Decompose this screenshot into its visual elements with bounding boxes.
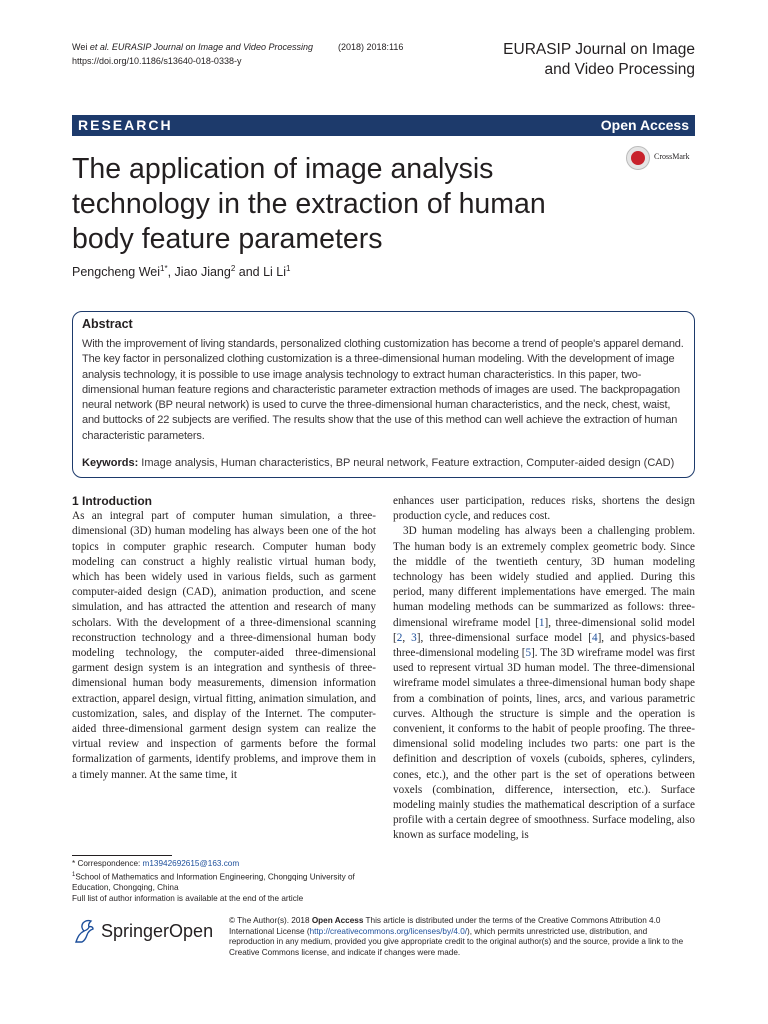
citation-link[interactable]: 2 [396,631,403,644]
citation-link[interactable]: 3 [411,631,417,644]
springer-horse-icon [72,918,96,944]
citation-link[interactable]: 4 [591,631,598,644]
open-access-label: Open Access [600,117,689,133]
article-type-banner [72,115,695,136]
keywords-line [82,456,687,471]
abstract-box [72,311,695,478]
citation-link[interactable]: 5 [525,647,532,660]
author-affiliation-sup: 2 [230,264,236,273]
paragraph-text: ], three-dimensional surface model [ [416,631,592,644]
author-info-note: Full list of author information is available at the end of the article [72,894,304,904]
open-wordmark-text: Open [169,921,214,941]
license-url-link[interactable]: http://creativecommons.org/licenses/by/4.0/ [309,926,468,936]
author-affiliation-sup: 1* [160,264,168,273]
author-separator: , [167,265,175,280]
paragraph-text: ], and physics-based three-dimensional modeling [ [393,631,696,660]
license-text: This article is distributed under the terms of the Creative Commons Attribution 4.0 International License ( [229,916,661,936]
affiliation-line [72,870,382,894]
body-column-left [72,494,376,783]
body-paragraph: enhances user participation, reduces risks, shortens the design production cycle, and reduces cost. [393,495,695,523]
body-column-right [393,494,695,844]
doi-link[interactable]: https://doi.org/10.1186/s13640-018-0338-y [72,56,242,66]
abstract-text: With the improvement of living standards, personalized clothing customization has become a trend of people's apparel demand. The key factor in personalized clothing customization is a three-dimensional human modeling. With the development of image analysis technology, it is possible to use image analysis technology to extract human characteristics. In this paper, two-dimensional human feature regions and characteristic parameter extraction methods of images are used. The backpropagation neural network (BP neural network) is used to curve the three-dimensional human characteristics, and the neck, chest, waist, and buttocks of 22 subjects are verified. The results show that the use of this method can well achieve the extraction of human characteristic parameters. [82,338,684,442]
paragraph-text: ]. The 3D wireframe model was first used to represent virtual 3D human model. The three-dimensional wireframe model simulates a three-dimensional human body shape from a combination of points, lines, arcs, and various parametric curves. Although the structure is simple and the operation is convenient, it conforms to the habit of people proofing. The three-dimensional solid modeling includes two parts: one part is the definition and description of voxels (cuboids, spheres, cylinders, cones, etc.), and the other part is the set of operations between voxels (combination, difference, intersection, etc.). Surface modeling mainly studies the mathematical description of a surface profile with a certain degree of smoothness. Surface modeling, also known as surface modeling, is [393,647,695,842]
author-name[interactable]: Li Li [263,265,287,280]
citation-authors: Wei [72,42,90,52]
correspondence-email-link[interactable]: m13942692615@163.com [142,859,240,868]
license-text: © The Author(s). 2018 [229,916,312,925]
paragraph-text: 3D human modeling has always been a challenging problem. The human body is an extremely complex geometric body. Since the middle of the twentieth century, 3D human modeling technology has been widely studied and applied. During this period, many different implementations have emerged. The main human modeling methods can be summarized as follows: three-dimensional wireframe model [ [393,525,695,629]
correspondence-label: * Correspondence: [72,859,143,868]
keywords-label: Keywords: [82,457,139,469]
citation-journal: et al. EURASIP Journal on Image and Video Processing [89,42,313,52]
crossmark-badge[interactable] [626,146,706,174]
running-header [72,40,452,68]
author-list [72,264,291,279]
crossmark-icon [626,146,650,170]
body-paragraph [393,524,695,843]
author-name[interactable]: Jiao Jiang [174,265,231,280]
footnote-divider [72,855,172,856]
author-affiliation-sup: 1 [286,264,291,273]
springer-open-logo[interactable] [72,918,222,948]
license-open-access: Open Access [311,916,364,925]
affiliation-text: School of Mathematics and Information Engineering, Chongqing University of Education, Chongqing, China [72,872,355,893]
journal-name [465,40,695,80]
springer-wordmark-text: Springer [101,921,170,941]
paragraph-text: ], three-dimensional solid model [ [393,616,696,644]
body-paragraph: As an integral part of computer human simulation, a three-dimensional (3D) human modeling has always been one of the hot topics in computer graphic research. Computer human body modeling can construct a highly realistic virtual human body, which has been widely used in various fields, such as garment computer-aided design (CAD), animation production, and scene simulation, and has attracted the attention and research of many scholars. With the development of a three-dimensional scanning reconstruction technology and a three-dimensional human body modeling technology, the computer-aided three-dimensional garment design system is an integration and synthesis of three-dimensional human body measurements, dimension information extraction, apparel design, virtual fitting, animation simulation, and customization, sales, and display of the Internet. The computer-aided three-dimensional garment design system can realize the virtual review and inspection of garments before the formal formalization of garments, identify problems, and improve them in a timely manner. At the same time, it [72,510,376,781]
journal-name-line2: and Video Processing [544,61,695,78]
citation-year: (2018) 2018:116 [338,42,404,52]
abstract-heading: Abstract [82,317,133,331]
section-heading: 1 Introduction [72,494,152,508]
keywords-list: Image analysis, Human characteristics, BP neural network, Feature extraction, Computer-aided design (CAD) [138,457,675,469]
crossmark-label: CrossMark [654,152,690,161]
author-name[interactable]: Pengcheng Wei [72,265,161,280]
license-notice [229,916,695,958]
author-and: and [235,265,264,280]
license-text: ), which permits unrestricted use, distribution, and reproduction in any medium, provided you give appropriate credit to the original author(s) and the source, provide a link to the Creative Commons license, and indicate if changes were made. [229,926,684,957]
correspondence-line [72,859,382,870]
footnotes [72,859,382,905]
citation-line [72,40,452,54]
citation-link[interactable]: 1 [538,616,545,629]
affiliation-sup: 1 [72,871,76,878]
article-title: The application of image analysis technology in the extraction of human body feature parameters [72,153,546,255]
article-type-label: RESEARCH [78,117,173,133]
citation-separator: , [402,631,412,644]
springer-open-wordmark [101,921,213,942]
journal-name-line1: EURASIP Journal on Image [503,41,695,58]
